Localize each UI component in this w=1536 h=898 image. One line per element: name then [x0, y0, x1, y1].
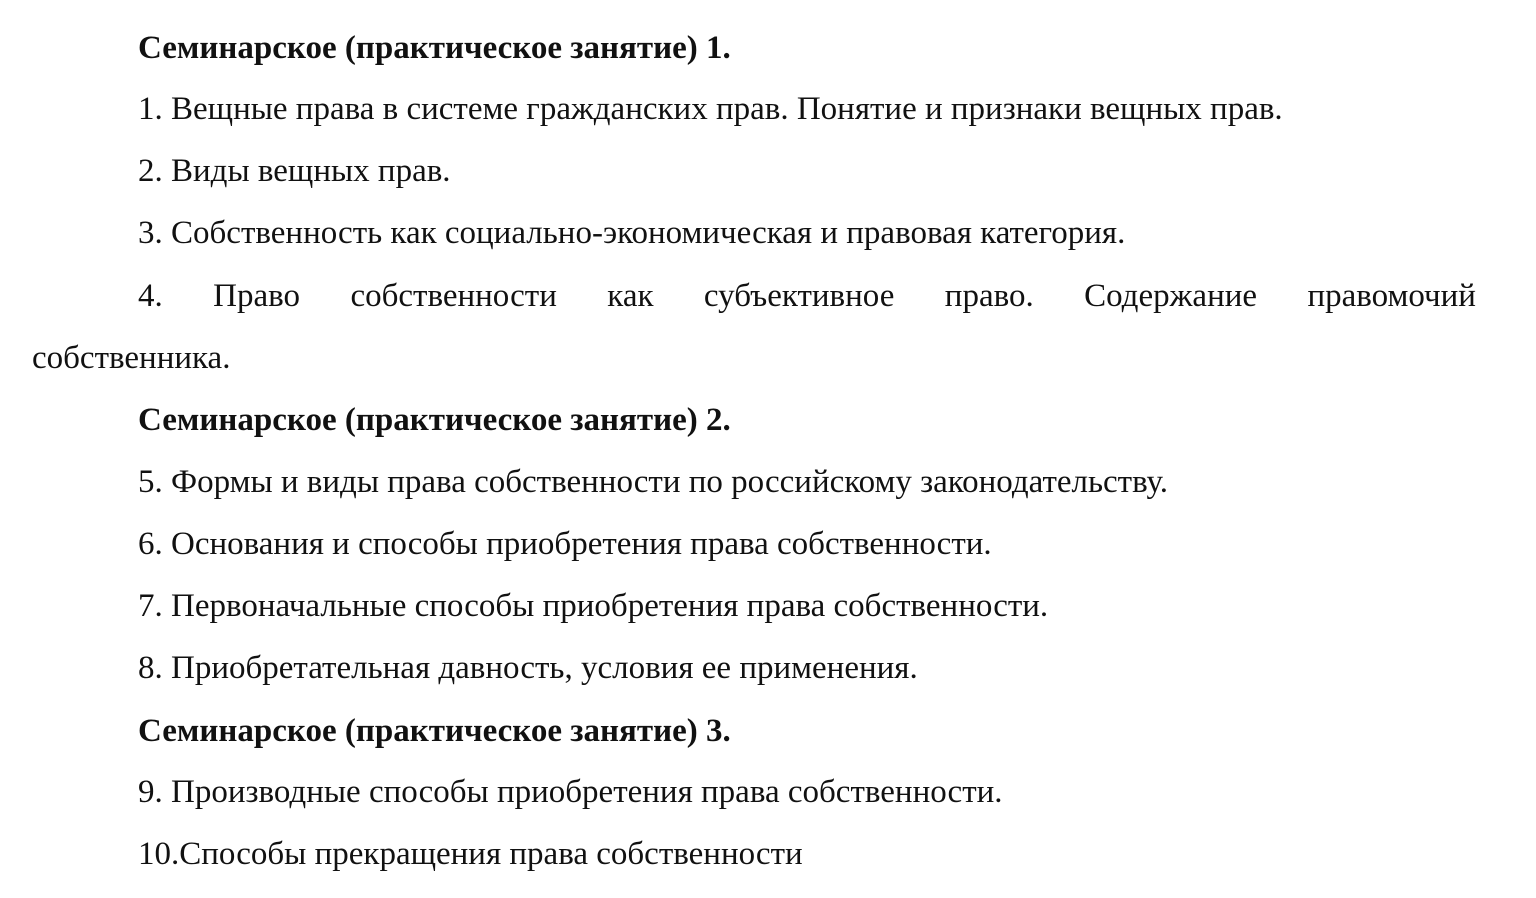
seminar-3-heading: Семинарское (практическое занятие) 3.: [138, 713, 731, 749]
list-item-8: 8. Приобретательная давность, условия ее применения.: [138, 650, 918, 686]
list-item-6: 6. Основания и способы приобретения права собственности.: [138, 526, 992, 562]
list-item-4-continuation: собственника.: [32, 340, 231, 376]
list-item-10: 10.Способы прекращения права собственности: [138, 836, 803, 872]
list-item-4-word: собственности: [350, 278, 557, 314]
seminar-1-heading: Семинарское (практическое занятие) 1.: [138, 30, 731, 66]
list-item-4-word: субъективное: [703, 278, 895, 314]
list-item-4-word: право.: [944, 278, 1034, 314]
list-item-1: 1. Вещные права в системе гражданских прав. Понятие и признаки вещных прав.: [138, 91, 1283, 127]
list-item-2: 2. Виды вещных прав.: [138, 153, 451, 189]
list-item-4-word: 4.: [138, 278, 163, 314]
list-item-3: 3. Собственность как социально-экономическая и правовая категория.: [138, 215, 1126, 251]
list-item-4-word: как: [607, 278, 654, 314]
list-item-9: 9. Производные способы приобретения права собственности.: [138, 774, 1003, 810]
list-item-4-word: правомочий: [1307, 278, 1476, 314]
list-item-7: 7. Первоначальные способы приобретения права собственности.: [138, 588, 1049, 624]
list-item-4: [138, 276, 1476, 316]
list-item-4-word: Содержание: [1084, 278, 1258, 314]
seminar-2-heading: Семинарское (практическое занятие) 2.: [138, 402, 731, 438]
list-item-4-word: Право: [213, 278, 301, 314]
list-item-5: 5. Формы и виды права собственности по российскому законодательству.: [138, 464, 1168, 500]
